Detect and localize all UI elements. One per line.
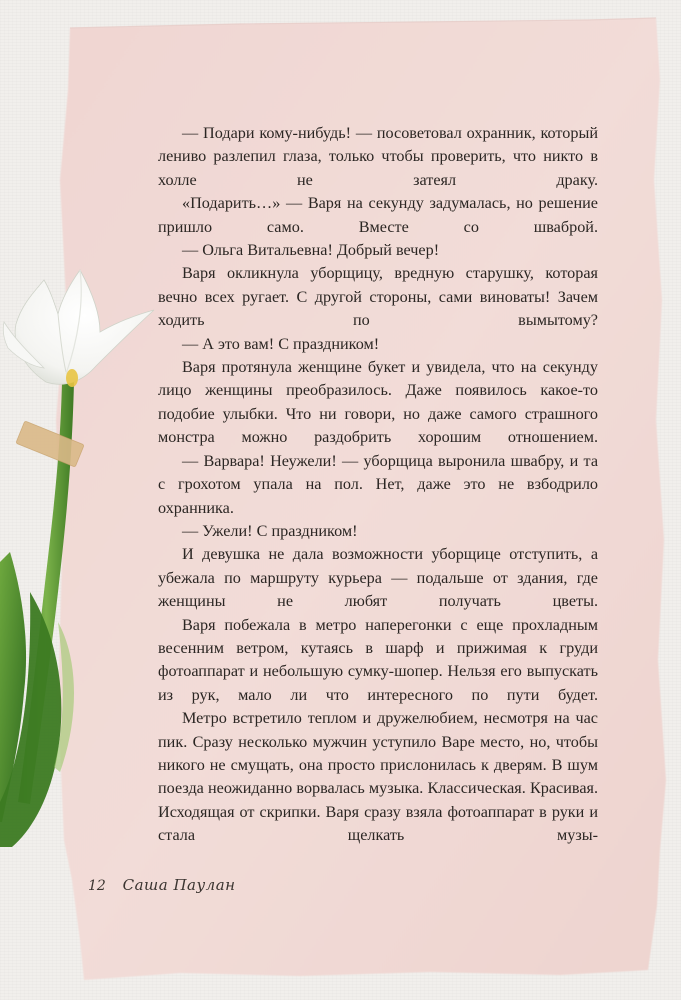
tape-strip xyxy=(16,421,84,467)
paragraph: Варя протянула женщине букет и увидела, что на секунду лицо женщины преобразилось. Даже появилось какое-то подобие улыбки. Что ни говори, но даже самого страшного монстра можно раздобрить хорошим отношением. xyxy=(158,358,598,447)
paragraph: — Ольга Витальевна! Добрый вечер! xyxy=(182,241,440,260)
paragraph: — Ужели! С праздником! xyxy=(182,521,358,540)
paragraph: «Подарить…» — Варя на секунду задумалась, но решение пришло само. Вместе со шваброй. xyxy=(158,194,598,236)
paragraph: Варя окликнула уборщицу, вредную старушку, которая вечно всех ругает. С другой стороны, сами виноваты! Зачем ходить по вымытому? xyxy=(158,264,598,330)
page-number: 12 xyxy=(88,878,106,894)
paragraph: И девушка не дала возможности уборщице отступить, а убежала по маршруту курьера — подальше от здания, где женщины не любят получать цветы. xyxy=(158,545,598,611)
page-footer xyxy=(88,876,236,894)
paragraph: — Варвара! Неужели! — уборщица выронила швабру, и та с грохотом упала на пол. Нет, даже это не взбодрило охранника. xyxy=(158,451,598,517)
paragraph: Варя побежала в метро наперегонки с еще прохладным весенним ветром, кутаясь в шарф и прижимая к груди фотоаппарат и небольшую сумку-шопер. Нельзя его выпускать из рук, мало ли что интересного по пути будет. xyxy=(158,615,598,704)
tulip-illustration xyxy=(0,262,170,847)
paragraph: — Подари кому-нибудь! — посоветовал охранник, который лениво разлепил глаза, только чтобы проверить, что никто в холле не затеял драку. xyxy=(158,124,598,189)
paragraph: — А это вам! С праздником! xyxy=(182,334,380,353)
story-text-block xyxy=(158,122,598,848)
author-name: Саша Паулан xyxy=(122,876,236,894)
paragraph: Метро встретило теплом и дружелюбием, несмотря на час пик. Сразу несколько мужчин уступило Варе место, но, чтобы никого не смущать, она просто прислонилась к дверям. В шум поезда неожиданно ворвалась музыка. Классическая. Красивая. Исходящая от скрипки. Варя сразу взяла фотоаппарат в руки и стала щелкать музы- xyxy=(158,709,598,845)
